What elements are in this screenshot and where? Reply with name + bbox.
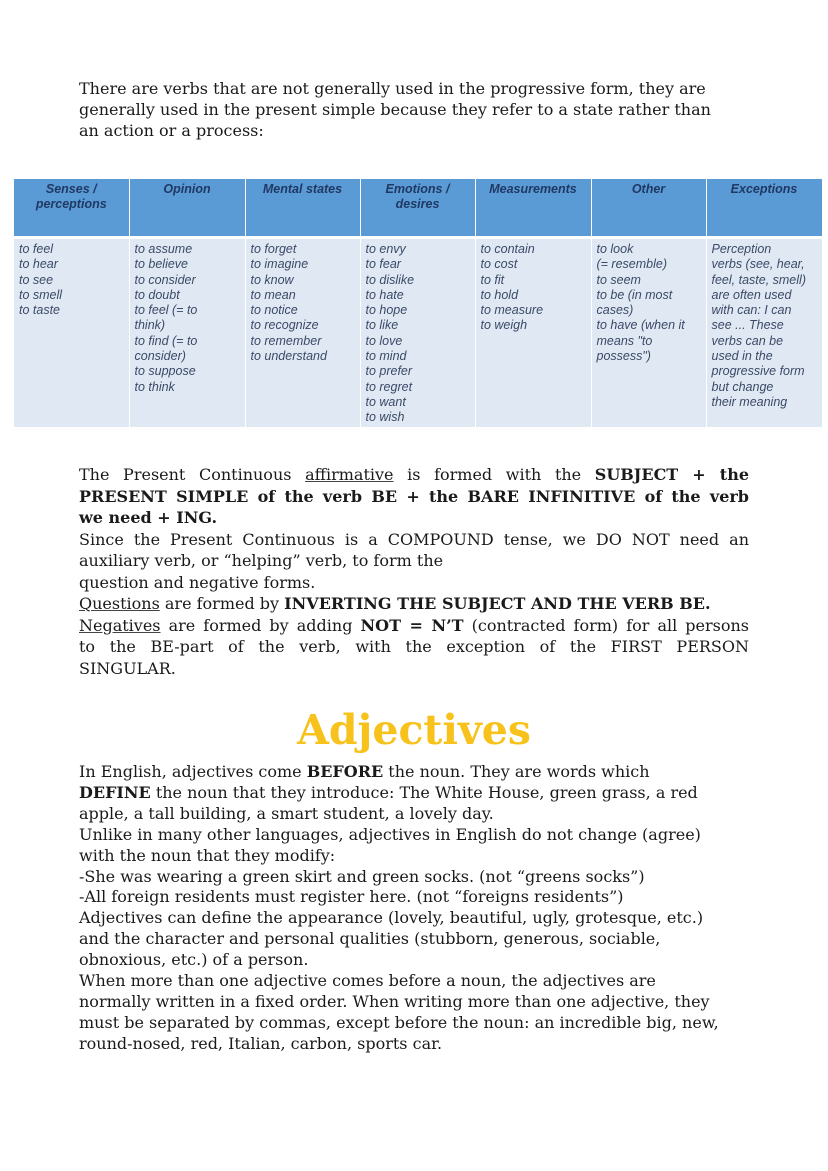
table-header-row <box>14 179 822 238</box>
text-line <box>79 464 749 486</box>
table-cell-line: to know <box>250 272 294 287</box>
text-span: the noun that they introduce: The White House, green grass, a red <box>150 782 698 802</box>
text-line: to the BE-part of the verb, with the exception of the FIRST PERSON <box>79 637 749 656</box>
table-cell-line: used in the <box>711 349 773 364</box>
table-cell-line: to contain <box>480 242 535 256</box>
text-span: are formed by <box>159 594 285 613</box>
table-cell-line: to mean <box>250 287 296 302</box>
bold-term: SUBJECT + the <box>594 465 750 484</box>
text-span: The Present Continuous <box>79 465 306 484</box>
text-line: Since the Present Continuous is a COMPOUND tense, we DO NOT need an <box>79 529 749 549</box>
text-line: round-nosed, red, Italian, carbon, sports car. <box>79 1033 443 1053</box>
table-cell-line: to notice <box>250 303 298 318</box>
table-cell-line: to smell <box>19 287 63 302</box>
table-cell-line: to recognize <box>250 318 319 333</box>
table-cell <box>14 238 129 428</box>
table-row <box>14 238 822 428</box>
table-cell-line: to feel <box>19 242 54 256</box>
text-line <box>79 615 749 637</box>
table-cell-line: to remember <box>250 333 322 348</box>
table-cell-line: feel, taste, smell) <box>711 272 806 287</box>
text-lines-group <box>79 804 749 1055</box>
table-cell-line: possess") <box>596 349 651 364</box>
table-cell-line: to understand <box>250 349 327 364</box>
table-header-cell: Mental states <box>245 179 360 238</box>
table-cell-line: to think <box>134 379 175 394</box>
text-line: When more than one adjective comes before a noun, the adjectives are <box>79 971 656 991</box>
table-cell-line: to like <box>365 318 399 333</box>
intro-line: an action or a process: <box>79 121 264 140</box>
intro-line: generally used in the present simple because they refer to a state rather than <box>79 100 711 119</box>
underlined-term: Negatives <box>79 615 161 635</box>
text-span: are formed by adding <box>160 615 361 635</box>
text-line: auxiliary verb, or “helping” verb, to form the <box>79 551 444 570</box>
table-cell-line: verbs can be <box>711 333 784 348</box>
text-span: (contracted form) for all persons <box>463 615 750 635</box>
table-header-cell: Emotions / desires <box>360 179 475 238</box>
bold-term: BEFORE <box>306 762 384 781</box>
table-cell-line: with can: I can <box>711 303 792 318</box>
text-line: SINGULAR. <box>79 658 176 678</box>
text-line <box>79 783 749 804</box>
table-cell <box>591 238 706 428</box>
underlined-term: affirmative <box>305 465 394 484</box>
table-cell-line: to wish <box>365 410 405 425</box>
table-cell-line: to consider <box>134 272 196 287</box>
table-header-cell: Measurements <box>475 179 591 238</box>
table-cell-line: to hold <box>480 287 519 302</box>
table-cell-line: think) <box>134 318 166 333</box>
bold-term: NOT = N’T <box>360 615 464 635</box>
text-span: is formed with the <box>393 465 595 484</box>
table-cell-line: to have (when it <box>596 318 685 333</box>
text-line: must be separated by commas, except before the noun: an incredible big, new, <box>79 1012 719 1032</box>
table-header-cell: Exceptions <box>706 179 822 238</box>
table-cell-line: are often used <box>711 287 792 302</box>
text-line: with the noun that they modify: <box>79 845 336 865</box>
table-cell-line: to forget <box>250 242 297 256</box>
table-header-cell: Opinion <box>129 179 245 238</box>
table-cell-line: to feel (= to <box>134 303 198 318</box>
table-cell-line: see ... These <box>711 318 784 333</box>
bold-term: we need + ING. <box>79 508 218 527</box>
table-cell-line: to imagine <box>250 257 309 272</box>
table-cell-line: (= resemble) <box>596 257 668 272</box>
table-cell <box>245 238 360 428</box>
text-line <box>79 486 749 508</box>
text-span: In English, adjectives come <box>79 762 307 781</box>
table-cell-line: their meaning <box>711 394 788 409</box>
stative-verbs-table <box>14 179 823 427</box>
table-header-cell: Senses / perceptions <box>14 179 129 238</box>
text-line: -She was wearing a green skirt and green socks. (not “greens socks”) <box>79 866 645 886</box>
text-line: Adjectives can define the appearance (lovely, beautiful, ugly, grotesque, etc.) <box>79 908 704 928</box>
table-cell-line: to cost <box>480 257 518 272</box>
table-cell-line: to seem <box>596 272 641 287</box>
table-cell-line: to hope <box>365 303 408 318</box>
table-cell-line: to want <box>365 394 406 409</box>
table-cell-line: consider) <box>134 349 186 364</box>
table-cell-line: to doubt <box>134 287 180 302</box>
underlined-term: Questions <box>79 594 160 613</box>
bold-term: INVERTING THE SUBJECT AND THE VERB BE. <box>284 594 711 613</box>
table-cell-line: to see <box>19 272 54 287</box>
table-cell-line: to measure <box>480 303 544 318</box>
table-cell-line: to believe <box>134 257 189 272</box>
text-span: the noun. They are words which <box>383 762 650 781</box>
table-cell-line: cases) <box>596 303 634 318</box>
text-line: obnoxious, etc.) of a person. <box>79 950 309 970</box>
table-cell-line: to dislike <box>365 272 415 287</box>
table-cell-line: to find (= to <box>134 333 198 348</box>
table-cell-line: to mind <box>365 349 407 364</box>
intro-line: There are verbs that are not generally used in the progressive form, they are <box>79 79 706 98</box>
text-line: normally written in a fixed order. When writing more than one adjective, they <box>79 991 710 1011</box>
table-cell <box>360 238 475 428</box>
text-line: and the character and personal qualities (stubborn, generous, sociable, <box>79 929 661 949</box>
table-cell-line: means "to <box>596 333 653 348</box>
text-line <box>79 593 749 615</box>
adjectives-paragraph <box>79 762 749 1055</box>
table-cell-line: to look <box>596 242 634 256</box>
table-cell-line: progressive form <box>711 364 805 379</box>
table-cell-line: Perception <box>711 242 772 256</box>
bold-term: PRESENT SIMPLE of the verb BE + the BARE INFINITIVE of the verb <box>79 486 749 506</box>
table-cell <box>706 238 822 428</box>
table-cell-line: but change <box>711 379 774 394</box>
table-cell-line: to regret <box>365 379 413 394</box>
table-cell-line: to prefer <box>365 364 413 379</box>
table-cell-line: to hear <box>19 257 58 272</box>
table-cell-line: to taste <box>19 303 60 318</box>
table-cell-line: to love <box>365 333 403 348</box>
table-cell-line: verbs (see, hear, <box>711 257 805 272</box>
text-line <box>79 762 749 783</box>
bold-term: DEFINE <box>79 782 151 802</box>
table-cell-line: to assume <box>134 242 193 256</box>
text-line: Unlike in many other languages, adjectives in English do not change (agree) <box>79 824 701 844</box>
table-cell <box>129 238 245 428</box>
table-cell-line: to be (in most <box>596 287 673 302</box>
text-line: -All foreign residents must register here. (not “foreigns residents”) <box>79 887 624 907</box>
table-cell-line: to envy <box>365 242 406 256</box>
table-cell <box>475 238 591 428</box>
table-cell-line: to suppose <box>134 364 196 379</box>
text-line <box>79 507 749 529</box>
table-cell-line: to weigh <box>480 318 528 333</box>
section-title: Adjectives <box>297 706 531 754</box>
table-cell-line: to hate <box>365 287 404 302</box>
table-cell-line: to fear <box>365 257 401 272</box>
table-header-cell: Other <box>591 179 706 238</box>
table-cell-line: to fit <box>480 272 505 287</box>
intro-paragraph <box>79 78 751 141</box>
text-line: apple, a tall building, a smart student, a lovely day. <box>79 803 494 823</box>
text-line: question and negative forms. <box>79 572 316 592</box>
present-continuous-section <box>79 464 749 679</box>
